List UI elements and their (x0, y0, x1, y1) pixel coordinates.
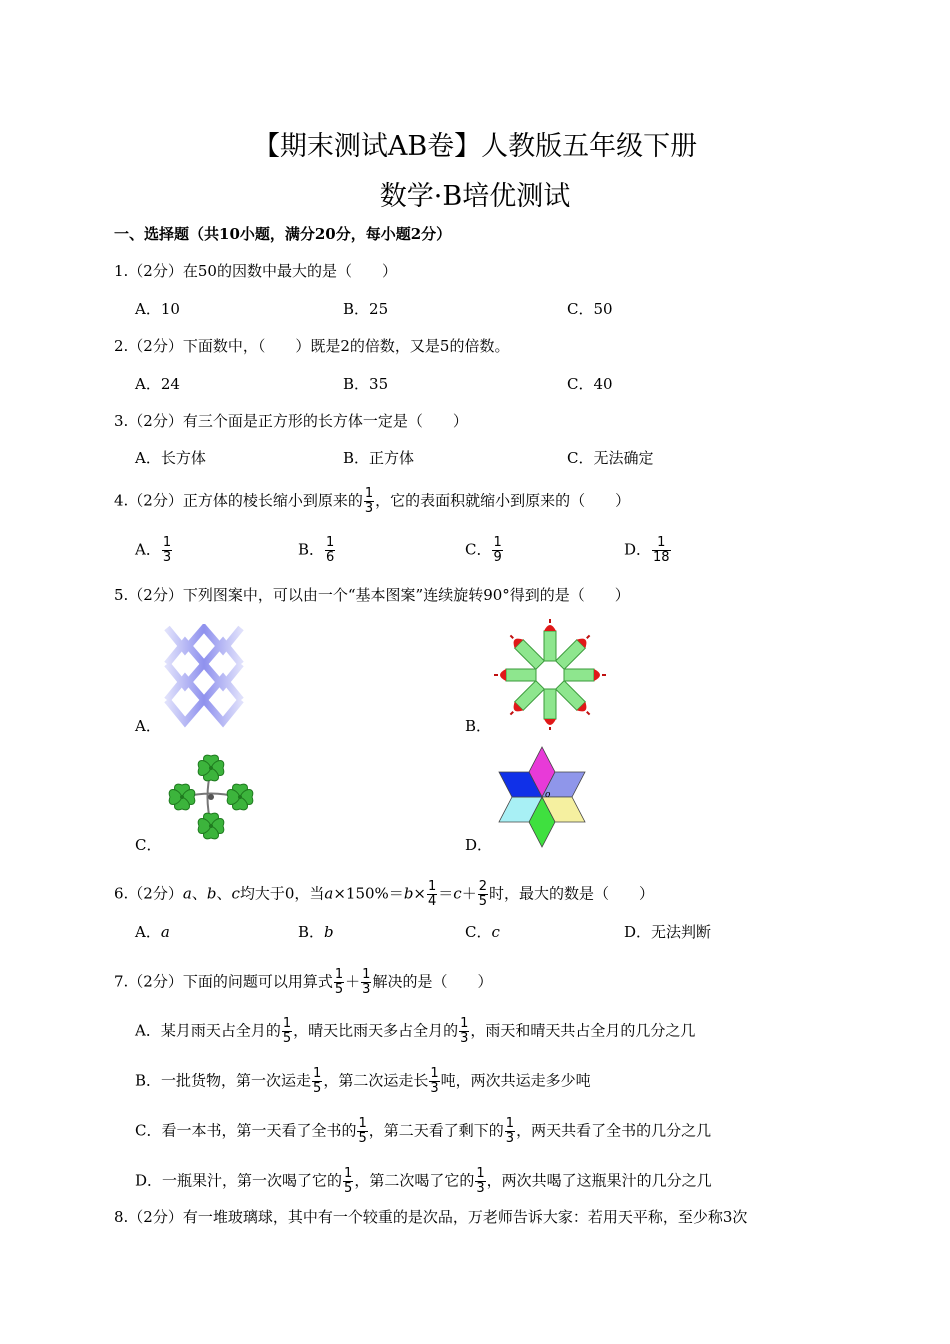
q7-option-c (135, 1117, 711, 1146)
fraction-numerator: 2 (478, 879, 487, 894)
q6-var-b: b (403, 884, 414, 903)
option-text: B．一批货物，第一次运走 (135, 1071, 312, 1090)
option-text: 吨，两次共运走多少吨 (440, 1071, 591, 1090)
option-text: ，两天共看了全书的几分之几 (516, 1121, 712, 1140)
fraction-denominator: 5 (334, 982, 344, 997)
q6-option-a (135, 922, 170, 942)
q6-sep: 、 (191, 884, 207, 903)
fraction-denominator: 4 (428, 894, 437, 909)
q1-option-c: C．50 (567, 300, 613, 318)
option-fraction (429, 1067, 439, 1096)
q5-stem: 5.（2分）下列图案中，可以由一个“基本图案”连续旋转90°得到的是（ ） (114, 586, 630, 604)
title-line-2: 数学·B培优测试 (379, 181, 571, 212)
q4-option-a (135, 536, 173, 565)
q7-option-a (135, 1017, 695, 1046)
q6-option-d: D．无法判断 (624, 923, 712, 941)
q4-option-b (298, 536, 336, 565)
q4-stem-pre: 4.（2分）正方体的棱长缩小到原来的 (114, 491, 363, 510)
q5-option-d: D． (465, 836, 493, 854)
q6-fraction-1 (427, 880, 437, 909)
q2-option-b: B．35 (343, 375, 389, 393)
option-label: B． (298, 923, 325, 941)
option-fraction (475, 1167, 485, 1196)
option-value: c (491, 923, 500, 941)
option-text: D．一瓶果汁，第一次喝了它的 (135, 1171, 343, 1190)
q7-text: 7.（2分）下面的问题可以用算式 (114, 972, 333, 991)
fraction-denominator: 5 (478, 894, 487, 909)
option-value: b (324, 923, 334, 941)
q6-var-c: c (453, 884, 462, 903)
q3-option-b: B．正方体 (343, 449, 415, 467)
option-label: C． (465, 923, 492, 941)
fraction-numerator: 1 (282, 1016, 292, 1031)
option-fraction (325, 536, 335, 565)
q5-option-a: A． (135, 717, 161, 735)
fraction-denominator: 5 (282, 1031, 292, 1046)
q4-option-d (624, 536, 672, 565)
section-heading: 一、选择题（共10小题，满分20分，每小题2分） (114, 225, 452, 243)
q6-var-a: a (182, 884, 192, 903)
fraction-denominator: 3 (460, 1031, 469, 1046)
q6-option-b (298, 922, 334, 942)
option-fraction (162, 536, 172, 565)
option-text: ，第二次运走长 (323, 1071, 429, 1090)
fraction-denominator: 5 (344, 1181, 353, 1196)
q7-option-b (135, 1067, 591, 1096)
q4-fraction (364, 487, 374, 516)
q5-option-c: C． (135, 836, 162, 854)
option-fraction (492, 536, 502, 565)
option-text: ，第二天看了剩下的 (368, 1121, 504, 1140)
option-text: A．某月雨天占全月的 (135, 1021, 281, 1040)
q2-option-a: A．24 (135, 375, 180, 393)
fraction-numerator: 1 (326, 535, 335, 550)
option-fraction (459, 1017, 469, 1046)
option-fraction (343, 1167, 353, 1196)
fraction-numerator: 1 (334, 967, 344, 982)
q5-figure-b-pinwheel (494, 618, 606, 730)
option-text: ，晴天比雨天多占全月的 (293, 1021, 459, 1040)
fraction-denominator: 5 (313, 1081, 322, 1096)
figure-center-label: o (545, 790, 551, 800)
q5-figure-d-rhombus-star (496, 745, 588, 849)
q1-option-b: B．25 (343, 300, 389, 318)
q5-figure-a-lattice (163, 624, 245, 730)
q6-var-b: b (206, 884, 217, 903)
option-label: D． (624, 540, 652, 559)
q7-option-d (135, 1167, 712, 1196)
option-label: A． (135, 540, 161, 559)
q6-var-a: a (324, 884, 334, 903)
fraction-numerator: 1 (505, 1116, 515, 1131)
fraction-numerator: 1 (162, 535, 172, 550)
q1-option-a: A．10 (135, 300, 180, 318)
q6-stem (114, 880, 654, 909)
fraction-numerator: 1 (364, 486, 374, 501)
option-fraction (282, 1017, 292, 1046)
q2-option-c: C．40 (567, 375, 613, 393)
option-text: ，第二次喝了它的 (354, 1171, 475, 1190)
q8-stem: 8.（2分）有一堆玻璃球，其中有一个较重的是次品，万老师告诉大家：若用天平称，至少称3次 (114, 1208, 748, 1226)
option-text: ，两次共喝了这瓶果汁的几分之几 (486, 1171, 712, 1190)
q7-text: 解决的是（ ） (372, 972, 493, 991)
fraction-denominator: 3 (162, 550, 172, 565)
fraction-numerator: 1 (493, 535, 502, 550)
option-fraction (312, 1067, 322, 1096)
q3-option-c: C．无法确定 (567, 449, 654, 467)
q7-fraction-1 (334, 968, 344, 997)
option-text: C．看一本书，第一天看了全书的 (135, 1121, 357, 1140)
q6-sep: 、 (216, 884, 232, 903)
q4-option-c (465, 536, 504, 565)
fraction-numerator: 1 (362, 967, 371, 982)
fraction-numerator: 1 (430, 1066, 439, 1081)
option-fraction (357, 1117, 367, 1146)
q3-stem: 3.（2分）有三个面是正方形的长方体一定是（ ） (114, 412, 468, 430)
fraction-denominator: 3 (362, 982, 371, 997)
q6-text: 6.（2分） (114, 884, 183, 903)
q4-stem (114, 487, 630, 516)
fraction-numerator: 1 (344, 1166, 353, 1181)
fraction-numerator: 1 (428, 879, 437, 894)
q6-text: 均大于0，当 (239, 884, 325, 903)
q2-stem: 2.（2分）下面数中，（ ）既是2的倍数，又是5的倍数。 (114, 337, 510, 355)
option-value: a (160, 923, 170, 941)
fraction-denominator: 9 (493, 550, 502, 565)
q5-option-b: B． (465, 717, 492, 735)
fraction-denominator: 3 (430, 1081, 439, 1096)
fraction-numerator: 1 (358, 1116, 367, 1131)
option-label: C． (465, 540, 492, 559)
q6-fraction-2 (478, 880, 488, 909)
title-line-1: 【期末测试AB卷】人教版五年级下册 (252, 131, 698, 162)
q7-fraction-2 (361, 968, 371, 997)
fraction-numerator: 1 (476, 1166, 485, 1181)
fraction-denominator: 3 (476, 1181, 485, 1196)
q6-text: × (413, 884, 426, 903)
q6-text: ×150%＝ (333, 884, 404, 903)
option-fraction (652, 536, 671, 565)
option-text: ，雨天和晴天共占全月的几分之几 (470, 1021, 696, 1040)
fraction-denominator: 18 (653, 550, 670, 565)
q1-stem: 1.（2分）在50的因数中最大的是（ ） (114, 262, 397, 280)
q7-text: ＋ (345, 972, 361, 991)
q6-text: 时，最大的数是（ ） (489, 884, 655, 903)
fraction-numerator: 1 (652, 536, 671, 551)
option-label: A． (135, 923, 161, 941)
q6-option-c (465, 922, 500, 942)
q7-stem (114, 968, 492, 997)
q4-stem-post: ，它的表面积就缩小到原来的（ ） (375, 491, 631, 510)
q6-var-c: c (231, 884, 240, 903)
fraction-denominator: 3 (364, 501, 374, 516)
fraction-denominator: 6 (326, 550, 335, 565)
q6-text: ＋ (461, 884, 477, 903)
fraction-numerator: 1 (460, 1016, 469, 1031)
fraction-numerator: 1 (313, 1066, 322, 1081)
q3-option-a: A．长方体 (135, 449, 206, 467)
option-label: B． (298, 540, 325, 559)
q5-figure-c-clovers (164, 750, 258, 844)
fraction-denominator: 5 (358, 1131, 367, 1146)
fraction-denominator: 3 (505, 1131, 515, 1146)
option-fraction (505, 1117, 515, 1146)
q6-text: ＝ (438, 884, 454, 903)
